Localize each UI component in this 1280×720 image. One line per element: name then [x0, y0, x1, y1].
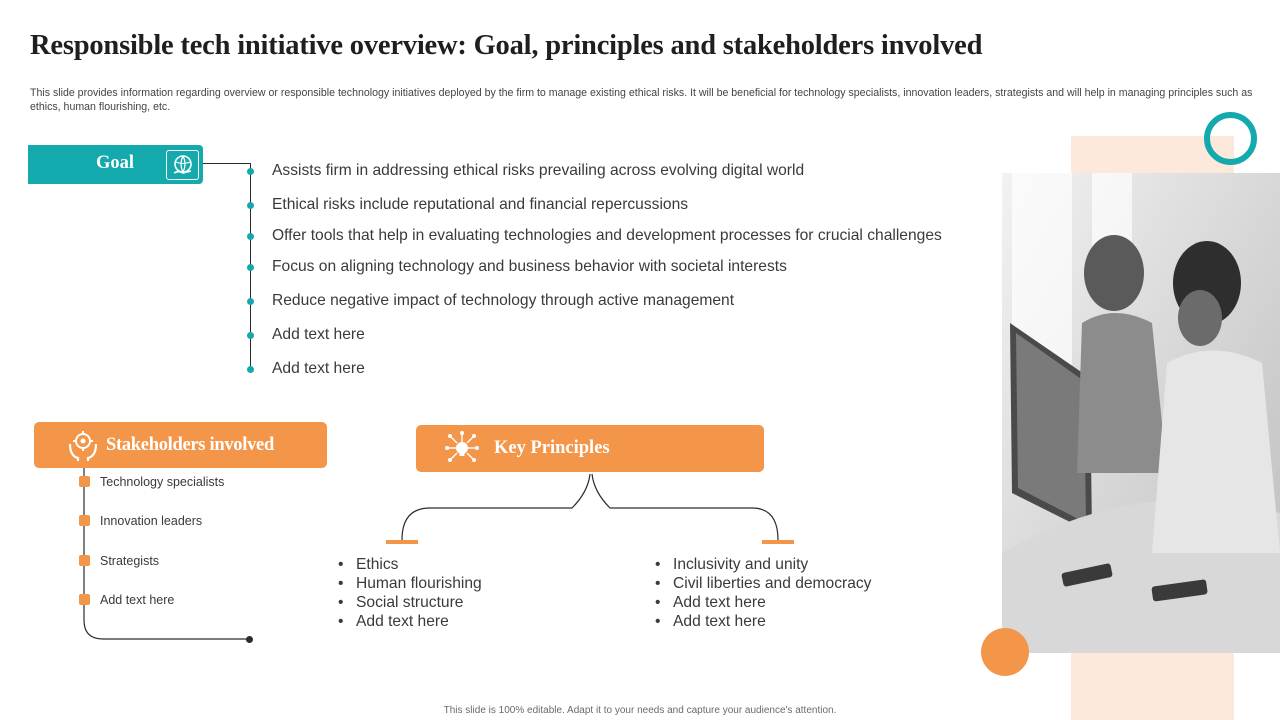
- key-principles-header: [416, 425, 764, 472]
- principle-item: • Human flourishing: [338, 575, 482, 592]
- network-bulb-icon: [444, 430, 480, 466]
- goal-item: Add text here: [272, 326, 365, 343]
- decorative-teal-ring: [1204, 112, 1257, 165]
- principle-item: • Add text here: [655, 613, 766, 630]
- goal-item: Focus on aligning technology and business behavior with societal interests: [272, 258, 787, 275]
- principles-list-left: [338, 555, 482, 631]
- goal-item: Ethical risks include reputational and financial repercussions: [272, 196, 689, 213]
- stakeholder-marker: [79, 515, 90, 526]
- stakeholder-marker: [79, 555, 90, 566]
- principle-item: • Civil liberties and democracy: [655, 575, 872, 592]
- goal-item: Add text here: [272, 360, 365, 377]
- stakeholder-item: Add text here: [100, 593, 175, 607]
- goal-label: Goal: [96, 153, 135, 173]
- principle-item: • Inclusivity and unity: [655, 556, 809, 573]
- office-photo: [1002, 173, 1280, 653]
- stakeholder-marker: [79, 594, 90, 605]
- principle-item: • Add text here: [655, 594, 766, 611]
- slide-description: This slide provides information regarding overview or responsible technology initiatives deployed by the firm to manage existing ethical risks. It will be beneficial for technology specialists, innovation leaders, strategists and will help in managing principles such as ethics, human flourishing, etc.: [30, 87, 1253, 113]
- goal-item: Assists firm in addressing ethical risks prevailing across evolving digital world: [272, 162, 805, 179]
- stakeholder-item: Strategists: [100, 554, 160, 568]
- page-title: Responsible tech initiative overview: Goal, principles and stakeholders involved: [30, 30, 983, 61]
- goal-item: Offer tools that help in evaluating technologies and development processes for crucial challenges: [272, 227, 942, 244]
- stakeholders-end-dot: [246, 636, 253, 643]
- stakeholder-item: Innovation leaders: [100, 514, 203, 528]
- key-principles-title: Key Principles: [494, 438, 610, 458]
- principles-list-right: [655, 555, 871, 631]
- hand-gear-icon: [66, 428, 100, 462]
- stakeholder-item: Technology specialists: [100, 475, 225, 489]
- footer-note: This slide is 100% editable. Adapt it to your needs and capture your audience's attention.: [443, 705, 837, 716]
- goal-item: Reduce negative impact of technology through active management: [272, 292, 735, 309]
- decorative-orange-circle: [981, 628, 1029, 676]
- stakeholder-marker: [79, 476, 90, 487]
- stakeholders-header: [34, 422, 327, 468]
- principle-item: • Social structure: [338, 594, 464, 611]
- principle-item: • Ethics: [338, 556, 399, 573]
- stakeholders-title: Stakeholders involved: [106, 435, 274, 455]
- principle-item: • Add text here: [338, 613, 449, 630]
